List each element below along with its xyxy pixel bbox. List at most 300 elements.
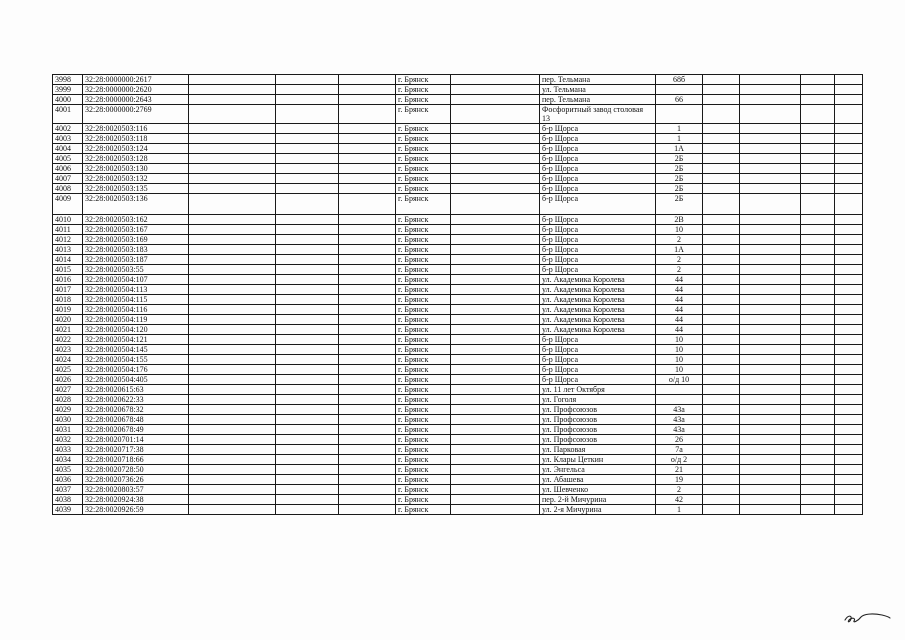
empty-cell [835, 495, 863, 505]
house-number: 44 [656, 315, 703, 325]
empty-cell [801, 75, 835, 85]
street-name: б-р Щорса [540, 174, 656, 184]
empty-cell [835, 325, 863, 335]
table-row [53, 194, 863, 215]
table-row [53, 425, 863, 435]
empty-cell [339, 134, 396, 144]
empty-cell [703, 465, 740, 475]
empty-cell [835, 355, 863, 365]
table-row [53, 285, 863, 295]
house-number: 2 [656, 485, 703, 495]
empty-cell [835, 75, 863, 85]
empty-cell [339, 375, 396, 385]
empty-cell [451, 355, 540, 365]
house-number: 10 [656, 365, 703, 375]
empty-cell [189, 445, 276, 455]
empty-cell [189, 495, 276, 505]
house-number: 21 [656, 465, 703, 475]
empty-cell [451, 235, 540, 245]
empty-cell [189, 415, 276, 425]
empty-cell [339, 305, 396, 315]
empty-cell [339, 144, 396, 154]
record-number: 3999 [53, 85, 83, 95]
empty-cell [801, 85, 835, 95]
empty-cell [740, 435, 801, 445]
empty-cell [703, 124, 740, 134]
city-name: г. Брянск [396, 105, 451, 124]
empty-cell [740, 225, 801, 235]
empty-cell [740, 75, 801, 85]
table-row [53, 475, 863, 485]
empty-cell [740, 194, 801, 215]
street-name: б-р Щорса [540, 375, 656, 385]
empty-cell [339, 485, 396, 495]
empty-cell [801, 225, 835, 235]
empty-cell [276, 235, 339, 245]
empty-cell [451, 124, 540, 134]
city-name: г. Брянск [396, 245, 451, 255]
city-name: г. Брянск [396, 144, 451, 154]
empty-cell [835, 385, 863, 395]
record-number: 4004 [53, 144, 83, 154]
empty-cell [835, 265, 863, 275]
table-row [53, 375, 863, 385]
city-name: г. Брянск [396, 355, 451, 365]
empty-cell [339, 164, 396, 174]
empty-cell [801, 245, 835, 255]
table-row [53, 164, 863, 174]
record-number: 4023 [53, 345, 83, 355]
street-name: пер. 2-й Мичурина [540, 495, 656, 505]
record-number: 4017 [53, 285, 83, 295]
empty-cell [451, 395, 540, 405]
house-number: 2 [656, 255, 703, 265]
empty-cell [339, 225, 396, 235]
cadastral-number: 32:28:0020503:124 [83, 144, 189, 154]
city-name: г. Брянск [396, 275, 451, 285]
empty-cell [276, 154, 339, 164]
cadastral-number: 32:28:0020503:136 [83, 194, 189, 215]
table-row [53, 265, 863, 275]
empty-cell [276, 164, 339, 174]
empty-cell [451, 194, 540, 215]
empty-cell [801, 405, 835, 415]
empty-cell [339, 245, 396, 255]
empty-cell [276, 305, 339, 315]
empty-cell [276, 105, 339, 124]
house-number: о/д 10 [656, 375, 703, 385]
empty-cell [339, 265, 396, 275]
street-name: б-р Щорса [540, 164, 656, 174]
empty-cell [740, 405, 801, 415]
house-number: 1 [656, 134, 703, 144]
empty-cell [801, 425, 835, 435]
empty-cell [835, 295, 863, 305]
empty-cell [276, 375, 339, 385]
empty-cell [451, 485, 540, 495]
street-name: ул. Академика Королева [540, 325, 656, 335]
cadastral-number: 32:28:0020503:116 [83, 124, 189, 134]
street-name: ул. Абашева [540, 475, 656, 485]
empty-cell [703, 485, 740, 495]
empty-cell [276, 184, 339, 194]
cadastral-number: 32:28:0000000:2620 [83, 85, 189, 95]
street-name: б-р Щорса [540, 215, 656, 225]
city-name: г. Брянск [396, 235, 451, 245]
empty-cell [339, 95, 396, 105]
house-number: 1А [656, 245, 703, 255]
city-name: г. Брянск [396, 435, 451, 445]
empty-cell [703, 164, 740, 174]
empty-cell [451, 105, 540, 124]
empty-cell [189, 194, 276, 215]
empty-cell [189, 215, 276, 225]
empty-cell [835, 395, 863, 405]
empty-cell [189, 95, 276, 105]
empty-cell [740, 95, 801, 105]
empty-cell [451, 415, 540, 425]
empty-cell [801, 255, 835, 265]
empty-cell [189, 305, 276, 315]
empty-cell [339, 325, 396, 335]
empty-cell [451, 445, 540, 455]
table-row [53, 154, 863, 164]
cadastral-number: 32:28:0020504:176 [83, 365, 189, 375]
empty-cell [451, 325, 540, 335]
street-name: ул. 2-я Мичурина [540, 505, 656, 515]
empty-cell [801, 385, 835, 395]
table-row [53, 415, 863, 425]
empty-cell [339, 174, 396, 184]
empty-cell [339, 194, 396, 215]
empty-cell [703, 235, 740, 245]
empty-cell [189, 235, 276, 245]
city-name: г. Брянск [396, 265, 451, 275]
record-number: 4005 [53, 154, 83, 164]
empty-cell [835, 154, 863, 164]
empty-cell [740, 385, 801, 395]
empty-cell [189, 154, 276, 164]
empty-cell [740, 275, 801, 285]
cadastral-number: 32:28:0000000:2617 [83, 75, 189, 85]
empty-cell [451, 144, 540, 154]
empty-cell [339, 355, 396, 365]
city-name: г. Брянск [396, 405, 451, 415]
cadastral-number: 32:28:0000000:2769 [83, 105, 189, 124]
empty-cell [703, 245, 740, 255]
city-name: г. Брянск [396, 85, 451, 95]
empty-cell [189, 255, 276, 265]
empty-cell [276, 335, 339, 345]
empty-cell [276, 405, 339, 415]
record-number: 4039 [53, 505, 83, 515]
empty-cell [339, 335, 396, 345]
empty-cell [703, 215, 740, 225]
empty-cell [703, 315, 740, 325]
table-row [53, 455, 863, 465]
record-number: 4018 [53, 295, 83, 305]
empty-cell [276, 395, 339, 405]
empty-cell [276, 124, 339, 134]
empty-cell [801, 174, 835, 184]
empty-cell [276, 215, 339, 225]
cadastral-number: 32:28:0020678:48 [83, 415, 189, 425]
empty-cell [703, 455, 740, 465]
empty-cell [189, 245, 276, 255]
empty-cell [835, 455, 863, 465]
empty-cell [189, 345, 276, 355]
empty-cell [276, 475, 339, 485]
empty-cell [801, 305, 835, 315]
empty-cell [703, 385, 740, 395]
house-number: 2 [656, 265, 703, 275]
record-number: 4028 [53, 395, 83, 405]
empty-cell [740, 164, 801, 174]
empty-cell [801, 184, 835, 194]
house-number: 68б [656, 75, 703, 85]
empty-cell [801, 355, 835, 365]
city-name: г. Брянск [396, 455, 451, 465]
empty-cell [189, 355, 276, 365]
empty-cell [451, 425, 540, 435]
cadastral-number: 32:28:0020504:113 [83, 285, 189, 295]
empty-cell [740, 255, 801, 265]
city-name: г. Брянск [396, 154, 451, 164]
house-number: 44 [656, 305, 703, 315]
record-number: 4034 [53, 455, 83, 465]
empty-cell [189, 134, 276, 144]
empty-cell [339, 75, 396, 85]
street-name: ул. Профсоюзов [540, 405, 656, 415]
empty-cell [451, 134, 540, 144]
empty-cell [189, 335, 276, 345]
empty-cell [451, 85, 540, 95]
record-number: 4012 [53, 235, 83, 245]
empty-cell [451, 315, 540, 325]
street-name: б-р Щорса [540, 194, 656, 215]
empty-cell [451, 275, 540, 285]
empty-cell [451, 174, 540, 184]
city-name: г. Брянск [396, 225, 451, 235]
empty-cell [451, 505, 540, 515]
empty-cell [339, 435, 396, 445]
house-number: 2 [656, 235, 703, 245]
cadastral-number: 32:28:0020717:38 [83, 445, 189, 455]
cadastral-number: 32:28:0020728:50 [83, 465, 189, 475]
empty-cell [189, 455, 276, 465]
empty-cell [740, 325, 801, 335]
record-number: 4019 [53, 305, 83, 315]
empty-cell [703, 255, 740, 265]
cadastral-number: 32:28:0020736:26 [83, 475, 189, 485]
empty-cell [339, 505, 396, 515]
city-name: г. Брянск [396, 505, 451, 515]
cadastral-number: 32:28:0020503:187 [83, 255, 189, 265]
cadastral-number: 32:28:0020503:118 [83, 134, 189, 144]
street-name: ул. Академика Королева [540, 275, 656, 285]
empty-cell [801, 285, 835, 295]
empty-cell [703, 475, 740, 485]
empty-cell [740, 495, 801, 505]
empty-cell [740, 335, 801, 345]
street-name: ул. Академика Королева [540, 315, 656, 325]
city-name: г. Брянск [396, 164, 451, 174]
empty-cell [276, 445, 339, 455]
house-number [656, 105, 703, 124]
city-name: г. Брянск [396, 345, 451, 355]
street-name: ул. Клары Цеткин [540, 455, 656, 465]
city-name: г. Брянск [396, 425, 451, 435]
empty-cell [276, 174, 339, 184]
house-number: 43а [656, 415, 703, 425]
city-name: г. Брянск [396, 255, 451, 265]
street-name: ул. Профсоюзов [540, 435, 656, 445]
empty-cell [276, 355, 339, 365]
record-number: 4014 [53, 255, 83, 265]
city-name: г. Брянск [396, 475, 451, 485]
house-number: 44 [656, 275, 703, 285]
empty-cell [740, 365, 801, 375]
empty-cell [801, 235, 835, 245]
empty-cell [835, 184, 863, 194]
empty-cell [451, 385, 540, 395]
empty-cell [451, 295, 540, 305]
cadastral-number: 32:28:0020504:120 [83, 325, 189, 335]
empty-cell [835, 275, 863, 285]
empty-cell [703, 225, 740, 235]
cadastral-number: 32:28:0020503:128 [83, 154, 189, 164]
empty-cell [703, 174, 740, 184]
empty-cell [801, 124, 835, 134]
empty-cell [451, 255, 540, 265]
empty-cell [276, 495, 339, 505]
city-name: г. Брянск [396, 315, 451, 325]
table-row [53, 134, 863, 144]
empty-cell [276, 255, 339, 265]
city-name: г. Брянск [396, 95, 451, 105]
empty-cell [703, 365, 740, 375]
empty-cell [189, 385, 276, 395]
empty-cell [801, 154, 835, 164]
table-row [53, 124, 863, 134]
street-name: б-р Щорса [540, 355, 656, 365]
city-name: г. Брянск [396, 174, 451, 184]
record-number: 4022 [53, 335, 83, 345]
empty-cell [276, 265, 339, 275]
empty-cell [835, 194, 863, 215]
city-name: г. Брянск [396, 335, 451, 345]
table-row [53, 305, 863, 315]
street-name: ул. Профсоюзов [540, 415, 656, 425]
cadastral-number: 32:28:0020503:167 [83, 225, 189, 235]
cadastral-number: 32:28:0020615:63 [83, 385, 189, 395]
empty-cell [835, 315, 863, 325]
table-row [53, 225, 863, 235]
empty-cell [339, 465, 396, 475]
empty-cell [339, 395, 396, 405]
table-row [53, 405, 863, 415]
empty-cell [801, 375, 835, 385]
empty-cell [189, 105, 276, 124]
table-row [53, 184, 863, 194]
empty-cell [276, 295, 339, 305]
city-name: г. Брянск [396, 184, 451, 194]
cadastral-number: 32:28:0020503:55 [83, 265, 189, 275]
empty-cell [835, 144, 863, 154]
table-row [53, 325, 863, 335]
empty-cell [740, 265, 801, 275]
empty-cell [835, 255, 863, 265]
cadastral-number: 32:28:0020504:115 [83, 295, 189, 305]
record-number: 4031 [53, 425, 83, 435]
cadastral-number: 32:28:0020503:130 [83, 164, 189, 174]
cadastral-number: 32:28:0020503:169 [83, 235, 189, 245]
empty-cell [801, 335, 835, 345]
empty-cell [703, 295, 740, 305]
empty-cell [339, 365, 396, 375]
empty-cell [835, 405, 863, 415]
empty-cell [740, 465, 801, 475]
empty-cell [740, 375, 801, 385]
empty-cell [189, 295, 276, 305]
empty-cell [276, 315, 339, 325]
empty-cell [835, 475, 863, 485]
city-name: г. Брянск [396, 305, 451, 315]
cadastral-number: 32:28:0020701:14 [83, 435, 189, 445]
street-name: б-р Щорса [540, 255, 656, 265]
record-number: 4015 [53, 265, 83, 275]
empty-cell [276, 144, 339, 154]
empty-cell [339, 285, 396, 295]
cadastral-number: 32:28:0020504:121 [83, 335, 189, 345]
street-name: б-р Щорса [540, 154, 656, 164]
table-row [53, 245, 863, 255]
empty-cell [740, 285, 801, 295]
empty-cell [801, 295, 835, 305]
empty-cell [189, 265, 276, 275]
house-number: 43а [656, 425, 703, 435]
cadastral-number: 32:28:0020803:57 [83, 485, 189, 495]
empty-cell [703, 95, 740, 105]
record-number: 4000 [53, 95, 83, 105]
empty-cell [740, 425, 801, 435]
house-number: 2В [656, 215, 703, 225]
handwritten-signature-icon [842, 606, 892, 626]
empty-cell [835, 365, 863, 375]
record-number: 4033 [53, 445, 83, 455]
cadastral-number: 32:28:0020503:132 [83, 174, 189, 184]
empty-cell [189, 174, 276, 184]
record-number: 4036 [53, 475, 83, 485]
record-number: 4038 [53, 495, 83, 505]
house-number: 2Б [656, 154, 703, 164]
street-name: ул. Профсоюзов [540, 425, 656, 435]
street-name: б-р Щорса [540, 245, 656, 255]
empty-cell [835, 505, 863, 515]
empty-cell [740, 345, 801, 355]
city-name: г. Брянск [396, 395, 451, 405]
table-row [53, 355, 863, 365]
record-number: 4029 [53, 405, 83, 415]
empty-cell [801, 365, 835, 375]
empty-cell [451, 285, 540, 295]
empty-cell [740, 355, 801, 365]
empty-cell [339, 215, 396, 225]
city-name: г. Брянск [396, 445, 451, 455]
house-number: 10 [656, 355, 703, 365]
empty-cell [801, 265, 835, 275]
empty-cell [703, 345, 740, 355]
